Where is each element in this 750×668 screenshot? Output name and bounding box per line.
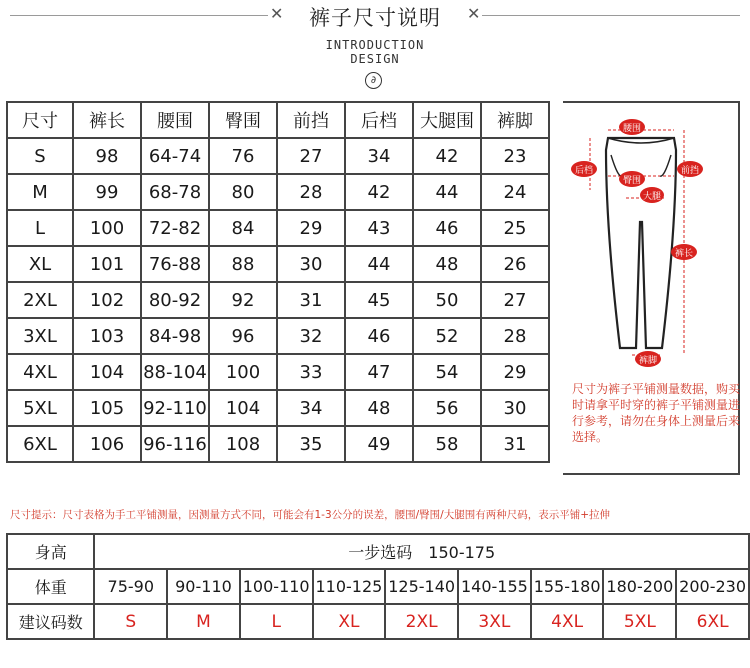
recommended-size-cell: L bbox=[240, 604, 313, 639]
table-row bbox=[7, 390, 549, 426]
table-cell: 99 bbox=[73, 174, 141, 210]
table-cell: 92-110 bbox=[141, 390, 209, 426]
table-cell: 28 bbox=[481, 318, 549, 354]
column-header: 大腿围 bbox=[413, 102, 481, 138]
table-cell: 45 bbox=[345, 282, 413, 318]
size-cell: 4XL bbox=[7, 354, 73, 390]
recommended-size-cell: S bbox=[94, 604, 167, 639]
size-cell: 5XL bbox=[7, 390, 73, 426]
table-cell: 80-92 bbox=[141, 282, 209, 318]
size-tip: 尺寸提示：尺寸表格为手工平铺测量，因测量方式不同，可能会有1-3公分的误差，腰围/臀围/大腿围有两种尺码，表示平铺+拉伸 bbox=[10, 509, 611, 521]
column-header: 臀围 bbox=[209, 102, 277, 138]
table-cell: 76-88 bbox=[141, 246, 209, 282]
column-header: 尺寸 bbox=[7, 102, 73, 138]
recommended-size-cell: 2XL bbox=[385, 604, 458, 639]
table-cell: 104 bbox=[73, 354, 141, 390]
weight-row bbox=[7, 569, 749, 604]
waist-label-badge bbox=[619, 119, 645, 135]
svg-text:裤长: 裤长 bbox=[674, 249, 694, 259]
subtitle-line-2: DESIGN bbox=[350, 52, 400, 66]
measurement-note: 尺寸为裤子平铺测量数据，购买时请拿平时穿的裤子平铺测量进行参考，请勿在身体上测量后来选择。 bbox=[572, 382, 741, 444]
weight-cell: 125-140 bbox=[385, 569, 458, 604]
table-cell: 24 bbox=[481, 174, 549, 210]
table-cell: 31 bbox=[277, 282, 345, 318]
table-cell: 64-74 bbox=[141, 138, 209, 174]
size-cell: XL bbox=[7, 246, 73, 282]
height-row bbox=[7, 534, 749, 569]
recommended-size-cell: 3XL bbox=[458, 604, 531, 639]
table-cell: 31 bbox=[481, 426, 549, 462]
table-cell: 48 bbox=[345, 390, 413, 426]
size-cell: L bbox=[7, 210, 73, 246]
size-table-header-row bbox=[7, 102, 549, 138]
table-cell: 49 bbox=[345, 426, 413, 462]
table-cell: 44 bbox=[345, 246, 413, 282]
table-cell: 33 bbox=[277, 354, 345, 390]
table-cell: 26 bbox=[481, 246, 549, 282]
svg-text:臀围: 臀围 bbox=[622, 176, 642, 186]
recommend-table bbox=[6, 533, 750, 640]
recommended-size-cell: XL bbox=[313, 604, 386, 639]
table-row bbox=[7, 138, 549, 174]
weight-cell: 100-110 bbox=[240, 569, 313, 604]
table-row bbox=[7, 318, 549, 354]
table-row bbox=[7, 246, 549, 282]
weight-cell: 180-200 bbox=[603, 569, 676, 604]
weight-cell: 200-230 bbox=[676, 569, 749, 604]
table-cell: 84 bbox=[209, 210, 277, 246]
header-left-x-mark: ✕ bbox=[270, 4, 284, 23]
table-cell: 100 bbox=[73, 210, 141, 246]
size-cell: M bbox=[7, 174, 73, 210]
table-cell: 101 bbox=[73, 246, 141, 282]
table-cell: 54 bbox=[413, 354, 481, 390]
table-row bbox=[7, 426, 549, 462]
table-row bbox=[7, 282, 549, 318]
size-cell: S bbox=[7, 138, 73, 174]
svg-text:后档: 后档 bbox=[574, 166, 594, 176]
table-cell: 96-116 bbox=[141, 426, 209, 462]
table-cell: 56 bbox=[413, 390, 481, 426]
weight-cell: 75-90 bbox=[94, 569, 167, 604]
table-row bbox=[7, 354, 549, 390]
recommended-size-cell: 6XL bbox=[676, 604, 749, 639]
subtitle-line-1: INTRODUCTION bbox=[325, 38, 425, 52]
table-cell: 44 bbox=[413, 174, 481, 210]
table-cell: 34 bbox=[277, 390, 345, 426]
left-pocket bbox=[611, 155, 622, 176]
column-header: 腰围 bbox=[141, 102, 209, 138]
weight-cell: 155-180 bbox=[531, 569, 604, 604]
weight-cell: 140-155 bbox=[458, 569, 531, 604]
column-header: 裤脚 bbox=[481, 102, 549, 138]
table-cell: 88-104 bbox=[141, 354, 209, 390]
pants-diagram bbox=[566, 110, 740, 372]
table-cell: 30 bbox=[481, 390, 549, 426]
height-label: 身高 bbox=[7, 534, 94, 569]
table-cell: 106 bbox=[73, 426, 141, 462]
page-title: 裤子尺寸说明 bbox=[309, 6, 441, 30]
column-header: 前挡 bbox=[277, 102, 345, 138]
recommended-size-cell: 4XL bbox=[531, 604, 604, 639]
table-cell: 68-78 bbox=[141, 174, 209, 210]
table-cell: 48 bbox=[413, 246, 481, 282]
table-cell: 42 bbox=[345, 174, 413, 210]
recommended-size-cell: M bbox=[167, 604, 240, 639]
table-cell: 58 bbox=[413, 426, 481, 462]
table-cell: 23 bbox=[481, 138, 549, 174]
table-cell: 25 bbox=[481, 210, 549, 246]
size-cell: 2XL bbox=[7, 282, 73, 318]
table-cell: 108 bbox=[209, 426, 277, 462]
hem-label-badge bbox=[635, 351, 661, 367]
table-cell: 30 bbox=[277, 246, 345, 282]
back-rise-label-badge bbox=[571, 161, 597, 177]
table-cell: 32 bbox=[277, 318, 345, 354]
table-cell: 50 bbox=[413, 282, 481, 318]
table-cell: 29 bbox=[277, 210, 345, 246]
table-cell: 34 bbox=[345, 138, 413, 174]
table-cell: 43 bbox=[345, 210, 413, 246]
table-row bbox=[7, 210, 549, 246]
table-cell: 84-98 bbox=[141, 318, 209, 354]
table-cell: 102 bbox=[73, 282, 141, 318]
table-cell: 100 bbox=[209, 354, 277, 390]
column-header: 裤长 bbox=[73, 102, 141, 138]
size-cell: 3XL bbox=[7, 318, 73, 354]
right-pocket bbox=[660, 155, 671, 176]
table-cell: 27 bbox=[277, 138, 345, 174]
table-cell: 42 bbox=[413, 138, 481, 174]
table-cell: 47 bbox=[345, 354, 413, 390]
weight-cell: 110-125 bbox=[313, 569, 386, 604]
table-cell: 76 bbox=[209, 138, 277, 174]
table-cell: 46 bbox=[345, 318, 413, 354]
table-cell: 27 bbox=[481, 282, 549, 318]
table-cell: 72-82 bbox=[141, 210, 209, 246]
table-cell: 98 bbox=[73, 138, 141, 174]
circle-icon: ∂ bbox=[365, 72, 382, 89]
table-cell: 80 bbox=[209, 174, 277, 210]
length-label-badge bbox=[671, 244, 697, 260]
recommended-size-label: 建议码数 bbox=[7, 604, 94, 639]
table-cell: 96 bbox=[209, 318, 277, 354]
table-cell: 35 bbox=[277, 426, 345, 462]
weight-label: 体重 bbox=[7, 569, 94, 604]
table-row bbox=[7, 174, 549, 210]
size-table bbox=[6, 101, 550, 463]
column-header: 后档 bbox=[345, 102, 413, 138]
svg-text:裤脚: 裤脚 bbox=[638, 356, 658, 366]
table-cell: 105 bbox=[73, 390, 141, 426]
recommended-size-row bbox=[7, 604, 749, 639]
thigh-label-badge bbox=[640, 187, 664, 203]
front-rise-label-badge bbox=[677, 161, 703, 177]
table-cell: 104 bbox=[209, 390, 277, 426]
svg-text:腰围: 腰围 bbox=[622, 124, 642, 134]
table-cell: 28 bbox=[277, 174, 345, 210]
table-cell: 52 bbox=[413, 318, 481, 354]
table-cell: 88 bbox=[209, 246, 277, 282]
height-value: 一步选码 150-175 bbox=[94, 534, 749, 569]
recommended-size-cell: 5XL bbox=[603, 604, 676, 639]
weight-cell: 90-110 bbox=[167, 569, 240, 604]
svg-text:前挡: 前挡 bbox=[680, 166, 700, 176]
table-cell: 103 bbox=[73, 318, 141, 354]
table-cell: 29 bbox=[481, 354, 549, 390]
size-cell: 6XL bbox=[7, 426, 73, 462]
header-right-x-mark: ✕ bbox=[467, 4, 481, 23]
table-cell: 46 bbox=[413, 210, 481, 246]
hip-label-badge bbox=[619, 171, 645, 187]
table-cell: 92 bbox=[209, 282, 277, 318]
svg-text:大腿: 大腿 bbox=[642, 192, 662, 202]
